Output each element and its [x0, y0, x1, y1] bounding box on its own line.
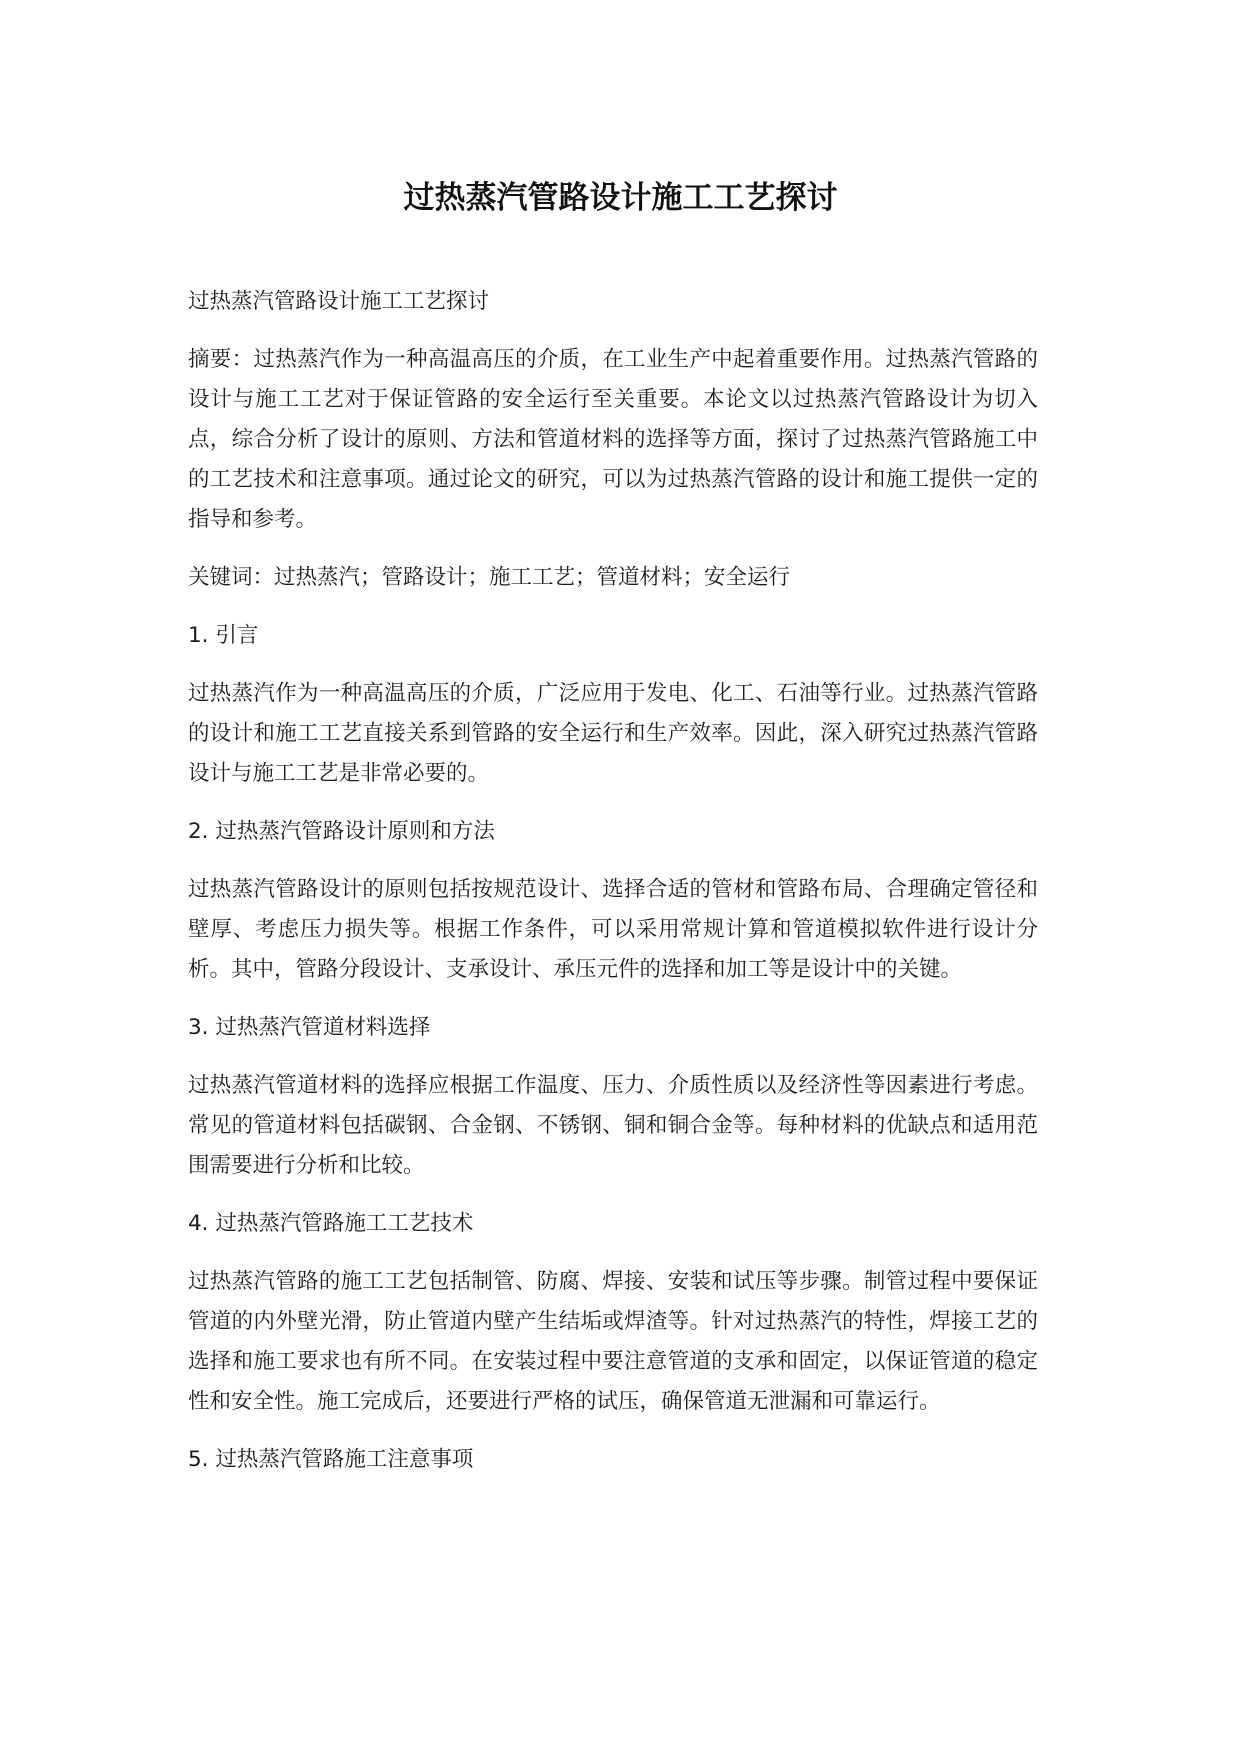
document-subtitle: 过热蒸汽管路设计施工工艺探讨 [188, 289, 490, 314]
section-heading-construction-technique: 4. 过热蒸汽管路施工工艺技术 [188, 1211, 474, 1236]
abstract-paragraph: 摘要：过热蒸汽作为一种高温高压的介质，在工业生产中起着重要作用。过热蒸汽管路的设计与施工工艺对于保证管路的安全运行至关重要。本论文以过热蒸汽管路设计为切入点，综合分析了设计的原则、方法和管道材料的选择等方面，探讨了过热蒸汽管路施工中的工艺技术和注意事项。通过论文的研究，可以为过热蒸汽管路的设计和施工提供一定的指导和参考。 [188, 347, 1038, 532]
section-body-introduction: 过热蒸汽作为一种高温高压的介质，广泛应用于发电、化工、石油等行业。过热蒸汽管路的设计和施工工艺直接关系到管路的安全运行和生产效率。因此，深入研究过热蒸汽管路设计与施工工艺是非常必要的。 [188, 681, 1038, 786]
document-body [188, 282, 1038, 1498]
section-heading-design-principles: 2. 过热蒸汽管路设计原则和方法 [188, 819, 495, 844]
section-body-design-principles: 过热蒸汽管路设计的原则包括按规范设计、选择合适的管材和管路布局、合理确定管径和壁厚、考虑压力损失等。根据工作条件，可以采用常规计算和管道模拟软件进行设计分析。其中，管路分段设计、支承设计、承压元件的选择和加工等是设计中的关键。 [188, 877, 1038, 982]
document-title: 过热蒸汽管路设计施工工艺探讨 [403, 180, 838, 216]
section-body-material-selection: 过热蒸汽管道材料的选择应根据工作温度、压力、介质性质以及经济性等因素进行考虑。常见的管道材料包括碳钢、合金钢、不锈钢、铜和铜合金等。每种材料的优缺点和适用范围需要进行分析和比较。 [188, 1073, 1038, 1178]
section-heading-material-selection: 3. 过热蒸汽管道材料选择 [188, 1015, 431, 1040]
keywords-paragraph: 关键词：过热蒸汽；管路设计；施工工艺；管道材料；安全运行 [188, 565, 791, 590]
section-body-construction-technique: 过热蒸汽管路的施工工艺包括制管、防腐、焊接、安装和试压等步骤。制管过程中要保证管道的内外壁光滑，防止管道内壁产生结垢或焊渣等。针对过热蒸汽的特性，焊接工艺的选择和施工要求也有所不同。在安装过程中要注意管道的支承和固定，以保证管道的稳定性和安全性。施工完成后，还要进行严格的试压，确保管道无泄漏和可靠运行。 [188, 1269, 1038, 1414]
section-heading-introduction: 1. 引言 [188, 623, 259, 648]
section-heading-construction-precautions: 5. 过热蒸汽管路施工注意事项 [188, 1447, 474, 1472]
